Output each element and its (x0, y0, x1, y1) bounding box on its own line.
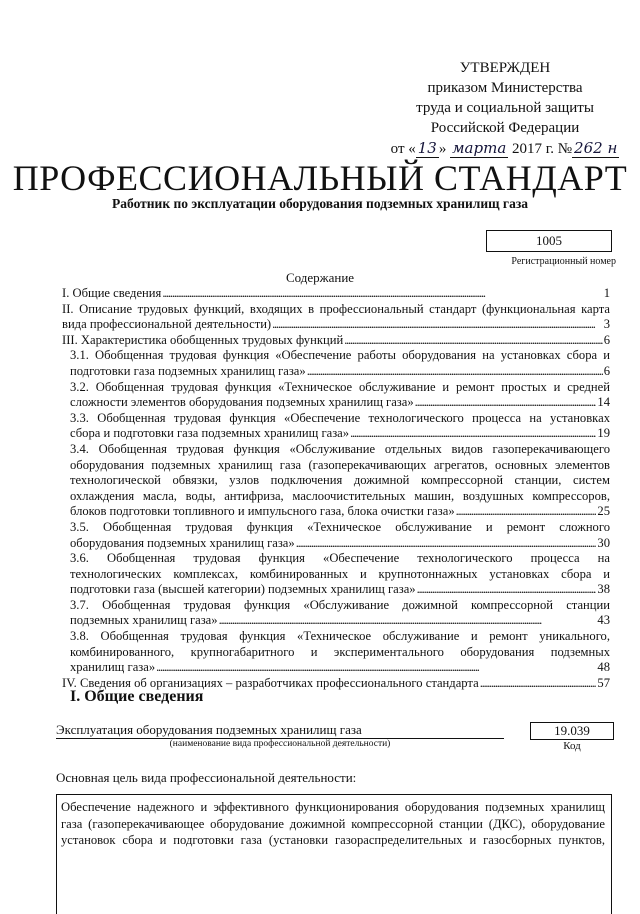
toc-entry-last-line (70, 582, 610, 598)
toc-entry-line: 3.3. Обобщенная трудовая функция «Обеспечение технологического процесса на установках (70, 410, 610, 425)
toc-entry-line: технологической обвязки, узлов подключения дожимной компрессорной станции, систем (70, 473, 610, 488)
toc-entry-text: I. Общие сведения (62, 286, 162, 300)
toc-entry-line: 3.1. Обобщенная трудовая функция «Обеспечение работы оборудования на установках сбора и (70, 348, 610, 363)
toc-entry-text: сбора и подготовки газа подземных хранилищ газа» (70, 426, 350, 441)
registration-number-label: Регистрационный номер (511, 256, 616, 267)
toc-leader-dots (272, 317, 603, 333)
toc-leader-dots (219, 613, 597, 629)
document-title: ПРОФЕССИОНАЛЬНЫЙ СТАНДАРТ (12, 158, 628, 198)
activity-kind-row (56, 722, 616, 752)
goal-line: установок сбора и подготовки газа (установки газораспределительных и газосборных пунктов, (61, 833, 605, 847)
toc-entry-text: III. Характеристика обобщенных трудовых функций (62, 332, 344, 347)
toc-entry-last-line (70, 426, 610, 442)
toc-leader-dots (156, 660, 596, 676)
toc-leader-dots (480, 676, 597, 692)
toc-entry (62, 442, 610, 520)
approval-line: приказом Министерства (427, 80, 583, 96)
toc-entry-text: подготовки газа подземных хранилищ газа» (70, 363, 306, 378)
toc-entry-last-line (62, 317, 610, 333)
date-mid: » (438, 141, 451, 157)
toc-entry-text: сложности элементов оборудования подземных хранилищ газа» (70, 395, 414, 410)
toc-entry-last-line (62, 286, 610, 302)
approval-title: УТВЕРЖДЕН (459, 60, 551, 76)
toc-entry-last-line (70, 504, 610, 520)
toc-page-number: 14 (597, 395, 610, 410)
toc-page-number: 6 (603, 363, 610, 378)
date-prefix: от « (390, 141, 416, 157)
registration-number-box: 1005 (486, 230, 612, 252)
toc-entry (62, 629, 610, 676)
toc-entry-last-line (70, 536, 610, 552)
toc-entry-text: хранилищ газа» (70, 660, 156, 675)
approval-block (380, 58, 630, 159)
toc-leader-dots (344, 333, 603, 349)
section-heading: I. Общие сведения (70, 688, 204, 705)
toc-entry-text: подготовки газа (высшей категории) подземных хранилищ газа» (70, 582, 416, 597)
toc-entry-line: 3.2. Обобщенная трудовая функция «Техническое обслуживание и ремонт простых и средней (70, 379, 610, 394)
toc-entry-line: 3.4. Обобщенная трудовая функция «Обслуживание отдельных видов газоперекачивающего (70, 441, 610, 456)
activity-code-box: 19.039 (530, 722, 614, 740)
document-subtitle: Работник по эксплуатации оборудования подземных хранилищ газа (112, 196, 528, 211)
toc-page-number: 38 (597, 582, 610, 597)
toc-entry-line: охлаждения масла, воды, антифриза, маслоочистительных машин, воздушных компрессоров, (70, 488, 610, 503)
toc-entry (62, 286, 610, 302)
toc-leader-dots (307, 364, 603, 380)
toc-leader-dots (417, 582, 597, 598)
handwritten-day: 13 (417, 139, 437, 157)
toc-entry-text: вида профессиональной деятельности) (62, 317, 272, 332)
toc-entry-last-line (70, 395, 610, 411)
toc-entry (62, 333, 610, 349)
toc-page-number: 48 (597, 660, 610, 675)
toc-entry (62, 380, 610, 411)
toc-entry-last-line (70, 660, 610, 676)
toc-entry-last-line (70, 613, 610, 629)
toc-page-number: 57 (597, 675, 610, 690)
toc-entry (62, 348, 610, 379)
goal-line: Обеспечение надежного и эффективного функционирования оборудования подземных хранилищ (61, 800, 605, 814)
toc-entry (62, 411, 610, 442)
toc-entry-last-line (70, 364, 610, 380)
toc-entry-line: комбинированного, крупногабаритного и экспериментального оборудования подземных (70, 644, 610, 659)
goal-text-box (56, 794, 612, 914)
toc-entry (62, 598, 610, 629)
toc-entry-text: блоков подготовки топливного и импульсного газа, блока очистки газа» (70, 504, 455, 519)
activity-code-label: Код (563, 740, 581, 752)
toc-entry-line: оборудования подземных хранилищ газа (газоперекачивающих агрегатов, основных элементов (70, 457, 610, 472)
goal-label: Основная цель вида профессиональной деятельности: (56, 770, 357, 785)
toc-entry (62, 520, 610, 551)
approval-line: Российской Федерации (430, 120, 580, 136)
handwritten-month: марта (452, 139, 507, 157)
toc-leader-dots (456, 504, 597, 520)
toc-page-number: 6 (603, 332, 610, 347)
toc-page-number: 3 (603, 317, 610, 332)
table-of-contents (62, 286, 610, 691)
toc-page-number: 19 (597, 426, 610, 441)
approval-line: труда и социальной защиты (416, 100, 594, 116)
toc-title: Содержание (285, 270, 355, 285)
toc-page-number: 25 (597, 504, 610, 519)
toc-entry-line: 3.7. Обобщенная трудовая функция «Обслуживание дожимной компрессорной станции (70, 597, 610, 612)
toc-page-number: 1 (603, 286, 610, 300)
toc-leader-dots (350, 426, 596, 442)
toc-leader-dots (296, 536, 597, 552)
toc-entry (62, 551, 610, 598)
toc-entry-text: оборудования подземных хранилищ газа» (70, 535, 295, 550)
goal-line: газа (газоперекачивающее оборудование дожимной компрессорной станции (ДКС), оборудование (61, 816, 605, 831)
toc-entry (62, 302, 610, 333)
activity-kind-name: Эксплуатация оборудования подземных хранилищ газа (56, 722, 504, 739)
date-year: 2017 г. № (508, 141, 573, 157)
toc-page-number: 30 (597, 535, 610, 550)
toc-entry-text: IV. Сведения об организациях – разработчиках профессионального стандарта (62, 675, 479, 690)
toc-entry-line: II. Описание трудовых функций, входящих в профессиональный стандарт (функциональная карта (62, 301, 610, 316)
toc-entry-line: 3.8. Обобщенная трудовая функция «Техническое обслуживание и ремонт уникального, (70, 629, 610, 644)
toc-leader-dots (162, 286, 602, 302)
toc-entry-text: подземных хранилищ газа» (70, 613, 218, 628)
activity-kind-caption: (наименование вида профессиональной деятельности) (169, 739, 391, 749)
toc-leader-dots (415, 395, 597, 411)
toc-page-number: 43 (597, 613, 610, 628)
toc-entry-line: 3.6. Обобщенная трудовая функция «Обеспечение технологического процесса на (70, 551, 610, 566)
toc-entry-last-line (62, 333, 610, 349)
toc-entry-line: 3.5. Обобщенная трудовая функция «Техническое обслуживание и ремонт сложного (70, 519, 610, 534)
toc-entry-line: технологических комплексах, комбинированных и крупнотоннажных установках сбора и (70, 566, 610, 581)
handwritten-order-number: 262 н (574, 139, 618, 157)
